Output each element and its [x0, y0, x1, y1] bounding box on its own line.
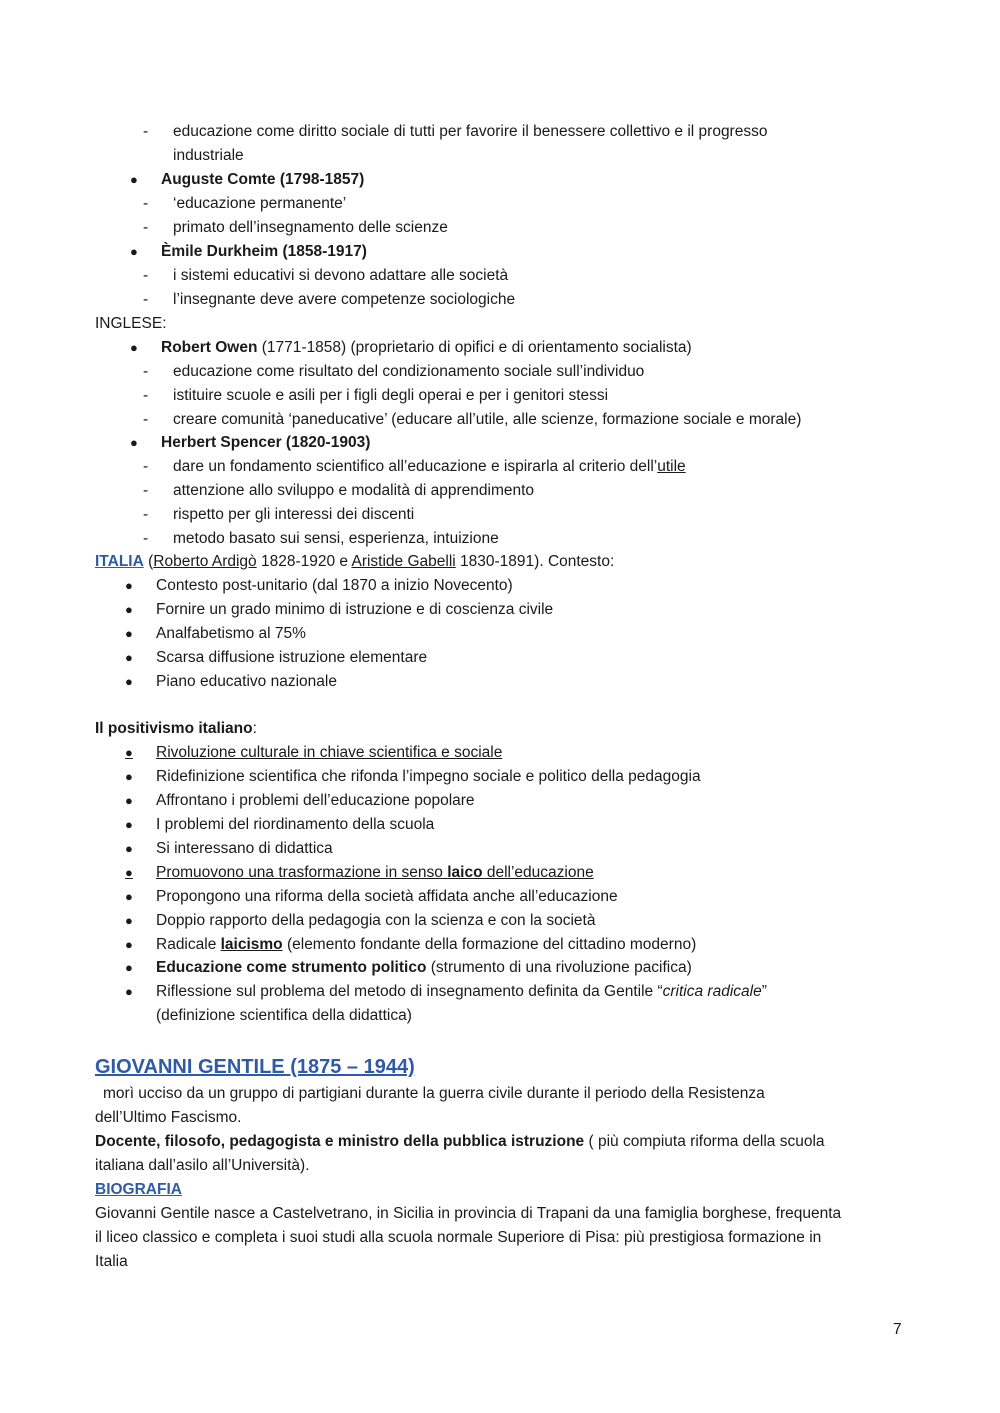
text: Riflessione sul problema del metodo di insegnamento definita da Gentile “	[156, 983, 663, 1000]
text: ”	[761, 983, 767, 1000]
dash-icon: -	[143, 363, 149, 380]
positivismo-heading	[95, 717, 257, 741]
bio-line: Giovanni Gentile nasce a Castelvetrano, in Sicilia in provincia di Trapani da una famiglia borghese, frequenta	[95, 1205, 842, 1222]
bullet-icon: ●	[125, 650, 133, 665]
bullet-icon: ●	[125, 841, 133, 856]
bullet-icon: ●	[125, 745, 133, 760]
list-item	[156, 933, 696, 957]
bullet-icon: ●	[125, 960, 133, 975]
text: (	[143, 553, 154, 570]
bullet-icon: ●	[125, 769, 133, 784]
text: (strumento di una rivoluzione pacifica)	[426, 959, 692, 976]
list-item: educazione come risultato del condizionamento sociale sull’individuo	[173, 363, 645, 380]
list-item: rispetto per gli interessi dei discenti	[173, 506, 415, 523]
text: 1830-1891). Contesto:	[455, 553, 615, 570]
list-item: I problemi del riordinamento della scuola	[156, 816, 435, 833]
list-item: Doppio rapporto della pedagogia con la scienza e con la società	[156, 912, 596, 929]
dash-icon: -	[143, 411, 149, 428]
bullet-icon: ●	[125, 674, 133, 689]
list-item: creare comunità ‘paneducative’ (educare all’utile, alle scienze, formazione sociale e morale)	[173, 411, 802, 428]
list-item: Affrontano i problemi dell’educazione popolare	[156, 792, 475, 809]
list-item	[156, 980, 767, 1004]
list-item	[173, 455, 686, 479]
list-item: attenzione allo sviluppo e modalità di apprendimento	[173, 482, 535, 499]
bullet-icon: ●	[125, 817, 133, 832]
bullet-icon: ●	[130, 244, 138, 259]
bullet-icon: ●	[125, 984, 133, 999]
bullet-icon: ●	[125, 793, 133, 808]
bio-line: il liceo classico e completa i suoi studi alla scuola normale Superiore di Pisa: più prestigiosa formazione in	[95, 1229, 822, 1246]
list-item: Rivoluzione culturale in chiave scientifica e sociale	[156, 744, 503, 761]
list-item: l’insegnante deve avere competenze sociologiche	[173, 291, 516, 308]
dash-icon: -	[143, 506, 149, 523]
dash-icon: -	[143, 219, 149, 236]
list-item-cont: industriale	[173, 147, 244, 164]
list-item: educazione come diritto sociale di tutti per favorire il benessere collettivo e il progresso	[173, 123, 768, 140]
gabelli-link[interactable]: Aristide Gabelli	[351, 553, 456, 570]
text-bold: Docente, filosofo, pedagogista e ministro della pubblica istruzione	[95, 1133, 585, 1150]
list-item	[156, 861, 594, 885]
dash-icon: -	[143, 482, 149, 499]
text-bold: Educazione come strumento politico	[156, 959, 427, 976]
author-durkheim: Èmile Durkheim (1858-1917)	[161, 243, 367, 260]
bullet-icon: ●	[130, 435, 138, 450]
gentile-death-line1: morì ucciso da un gruppo di partigiani durante la guerra civile durante il periodo della Resistenza	[103, 1085, 765, 1102]
dash-icon: -	[143, 195, 149, 212]
list-item: Fornire un grado minimo di istruzione e di coscienza civile	[156, 601, 554, 618]
text: :	[252, 720, 257, 737]
section-title-gentile: GIOVANNI GENTILE (1875 – 1944)	[95, 1056, 415, 1078]
bullet-icon: ●	[125, 889, 133, 904]
dash-icon: -	[143, 387, 149, 404]
author-owen	[161, 336, 692, 360]
gentile-death-line2: dell’Ultimo Fascismo.	[95, 1109, 242, 1126]
author-spencer: Herbert Spencer (1820-1903)	[161, 434, 371, 451]
positivismo-title: Il positivismo italiano	[95, 720, 253, 737]
text: Radicale	[156, 936, 221, 953]
author-comte: Auguste Comte (1798-1857)	[161, 171, 365, 188]
dash-icon: -	[143, 123, 149, 140]
list-item: Si interessano di didattica	[156, 840, 333, 857]
bullet-icon: ●	[125, 602, 133, 617]
list-item: Scarsa diffusione istruzione elementare	[156, 649, 428, 666]
bullet-icon: ●	[125, 937, 133, 952]
text-bold: laico	[447, 864, 483, 881]
bullet-icon: ●	[125, 913, 133, 928]
list-item-text: dare un fondamento scientifico all’educazione e ispirarla al criterio dell’	[173, 458, 658, 475]
list-item	[156, 956, 692, 980]
author-owen-name: Robert Owen	[161, 339, 258, 356]
gentile-role	[95, 1130, 825, 1154]
list-item-cont: (definizione scientifica della didattica)	[156, 1007, 412, 1024]
text: 1828-1920 e	[256, 553, 352, 570]
list-item: Piano educativo nazionale	[156, 673, 337, 690]
bullet-icon: ●	[130, 172, 138, 187]
text-italic: critica radicale	[662, 983, 762, 1000]
bio-line: Italia	[95, 1253, 128, 1270]
list-item: ‘educazione permanente’	[173, 195, 347, 212]
section-label-inglese: INGLESE:	[95, 315, 167, 332]
text: ( più compiuta riforma della scuola	[584, 1133, 825, 1150]
list-item: Ridefinizione scientifica che rifonda l’impegno sociale e politico della pedagogia	[156, 768, 701, 785]
gentile-role-cont: italiana dall’asilo all’Università).	[95, 1157, 310, 1174]
ardigo-link[interactable]: Roberto Ardigò	[153, 553, 257, 570]
biografia-link[interactable]: BIOGRAFIA	[95, 1181, 182, 1198]
text: (elemento fondante della formazione del cittadino moderno)	[282, 936, 697, 953]
list-item: Analfabetismo al 75%	[156, 625, 306, 642]
italia-heading	[95, 550, 614, 574]
list-item: i sistemi educativi si devono adattare alle società	[173, 267, 509, 284]
list-item: primato dell’insegnamento delle scienze	[173, 219, 448, 236]
bullet-icon: ●	[125, 626, 133, 641]
author-owen-desc: (1771-1858) (proprietario di opifici e di orientamento socialista)	[257, 339, 692, 356]
text: dell’educazione	[482, 864, 594, 881]
bullet-icon: ●	[130, 340, 138, 355]
text-bold-underlined: laicismo	[220, 936, 283, 953]
list-item: Propongono una riforma della società affidata anche all’educazione	[156, 888, 618, 905]
dash-icon: -	[143, 291, 149, 308]
italia-link[interactable]: ITALIA	[95, 553, 144, 570]
page-number: 7	[893, 1321, 902, 1338]
list-item-underlined: utile	[657, 458, 686, 475]
list-item: istituire scuole e asili per i figli degli operai e per i genitori stessi	[173, 387, 609, 404]
dash-icon: -	[143, 530, 149, 547]
bullet-icon: ●	[125, 578, 133, 593]
dash-icon: -	[143, 458, 149, 475]
list-item: Contesto post-unitario (dal 1870 a inizio Novecento)	[156, 577, 513, 594]
dash-icon: -	[143, 267, 149, 284]
list-item: metodo basato sui sensi, esperienza, intuizione	[173, 530, 499, 547]
bullet-icon: ●	[125, 865, 133, 880]
text: Promuovono una trasformazione in senso	[156, 864, 448, 881]
